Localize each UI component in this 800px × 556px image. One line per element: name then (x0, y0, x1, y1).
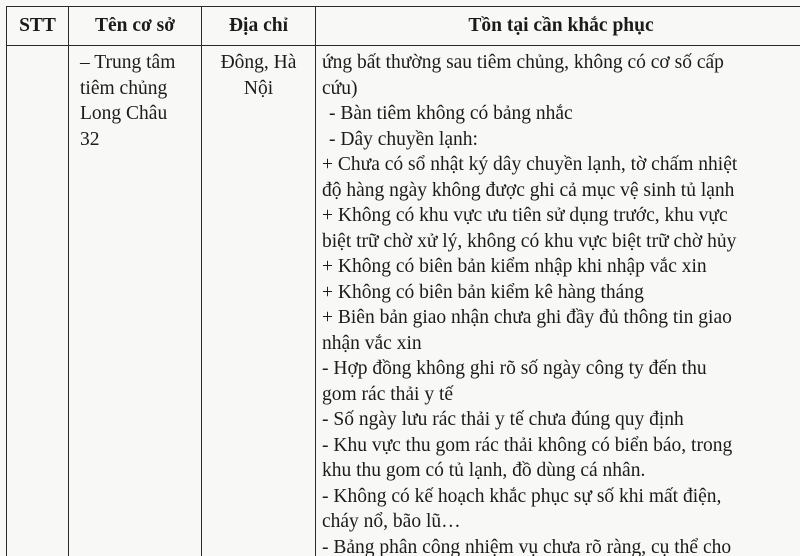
issue-line: + Biên bản giao nhận chưa ghi đầy đủ thông tin giao (322, 307, 732, 328)
issue-line: + Không có biên bản kiểm nhập khi nhập vắc xin (322, 256, 707, 277)
issue-line: - Hợp đồng không ghi rõ số ngày công ty đến thu (322, 358, 707, 379)
header-issues: Tồn tại cần khắc phục (316, 7, 800, 46)
issue-line: + Không có biên bản kiểm kê hàng tháng (322, 281, 644, 303)
issue-line: - Khu vực thu gom rác thải không có biển báo, trong (322, 434, 733, 456)
address-line: Nội (243, 77, 274, 99)
issue-line: cứu) (322, 77, 358, 99)
table-header-row (7, 7, 800, 46)
header-address: Địa chỉ (202, 7, 316, 46)
issue-line: - Bảng phân công nhiệm vụ chưa rõ ràng, cụ thể cho (322, 536, 732, 556)
facility-name-line: – Trung tâm (80, 52, 176, 73)
cell-facility-name (69, 46, 202, 556)
facility-name-line: Long Châu (80, 103, 168, 124)
issue-line: nhận vắc xin (322, 332, 422, 354)
facility-name-line: tiêm chủng (80, 77, 168, 99)
issue-line: biệt trữ chờ xử lý, không có khu vực biệt trữ chờ hủy (322, 230, 737, 252)
cell-issues (316, 46, 800, 556)
cell-address (202, 46, 316, 556)
facility-name-line: 32 (80, 128, 100, 150)
table-row (7, 46, 800, 556)
header-facility-name: Tên cơ sở (69, 7, 202, 46)
issue-line: - Số ngày lưu rác thải y tế chưa đúng quy định (322, 409, 684, 430)
issue-line: ứng bất thường sau tiêm chủng, không có cơ số cấp (322, 52, 724, 73)
address-line: Đông, Hà (220, 52, 297, 73)
issue-line: - Dây chuyền lạnh: (329, 128, 478, 150)
cell-stt (7, 46, 69, 556)
inspection-table (6, 6, 800, 556)
issue-line: cháy nổ, bão lũ… (322, 511, 461, 532)
issue-line: độ hàng ngày không được ghi cả mục vệ sinh tủ lạnh (322, 179, 735, 201)
issue-line: khu thu gom có tủ lạnh, đồ dùng cá nhân. (322, 460, 646, 481)
issue-line: + Không có khu vực ưu tiên sử dụng trước, khu vực (322, 205, 728, 226)
issue-line: - Bàn tiêm không có bảng nhắc (329, 103, 573, 124)
issue-line: gom rác thải y tế (322, 383, 454, 405)
issue-line: - Không có kế hoạch khắc phục sự số khi mất điện, (322, 485, 722, 507)
header-stt: STT (7, 7, 69, 46)
issue-line: + Chưa có sổ nhật ký dây chuyền lạnh, tờ chấm nhiệt (322, 154, 738, 175)
